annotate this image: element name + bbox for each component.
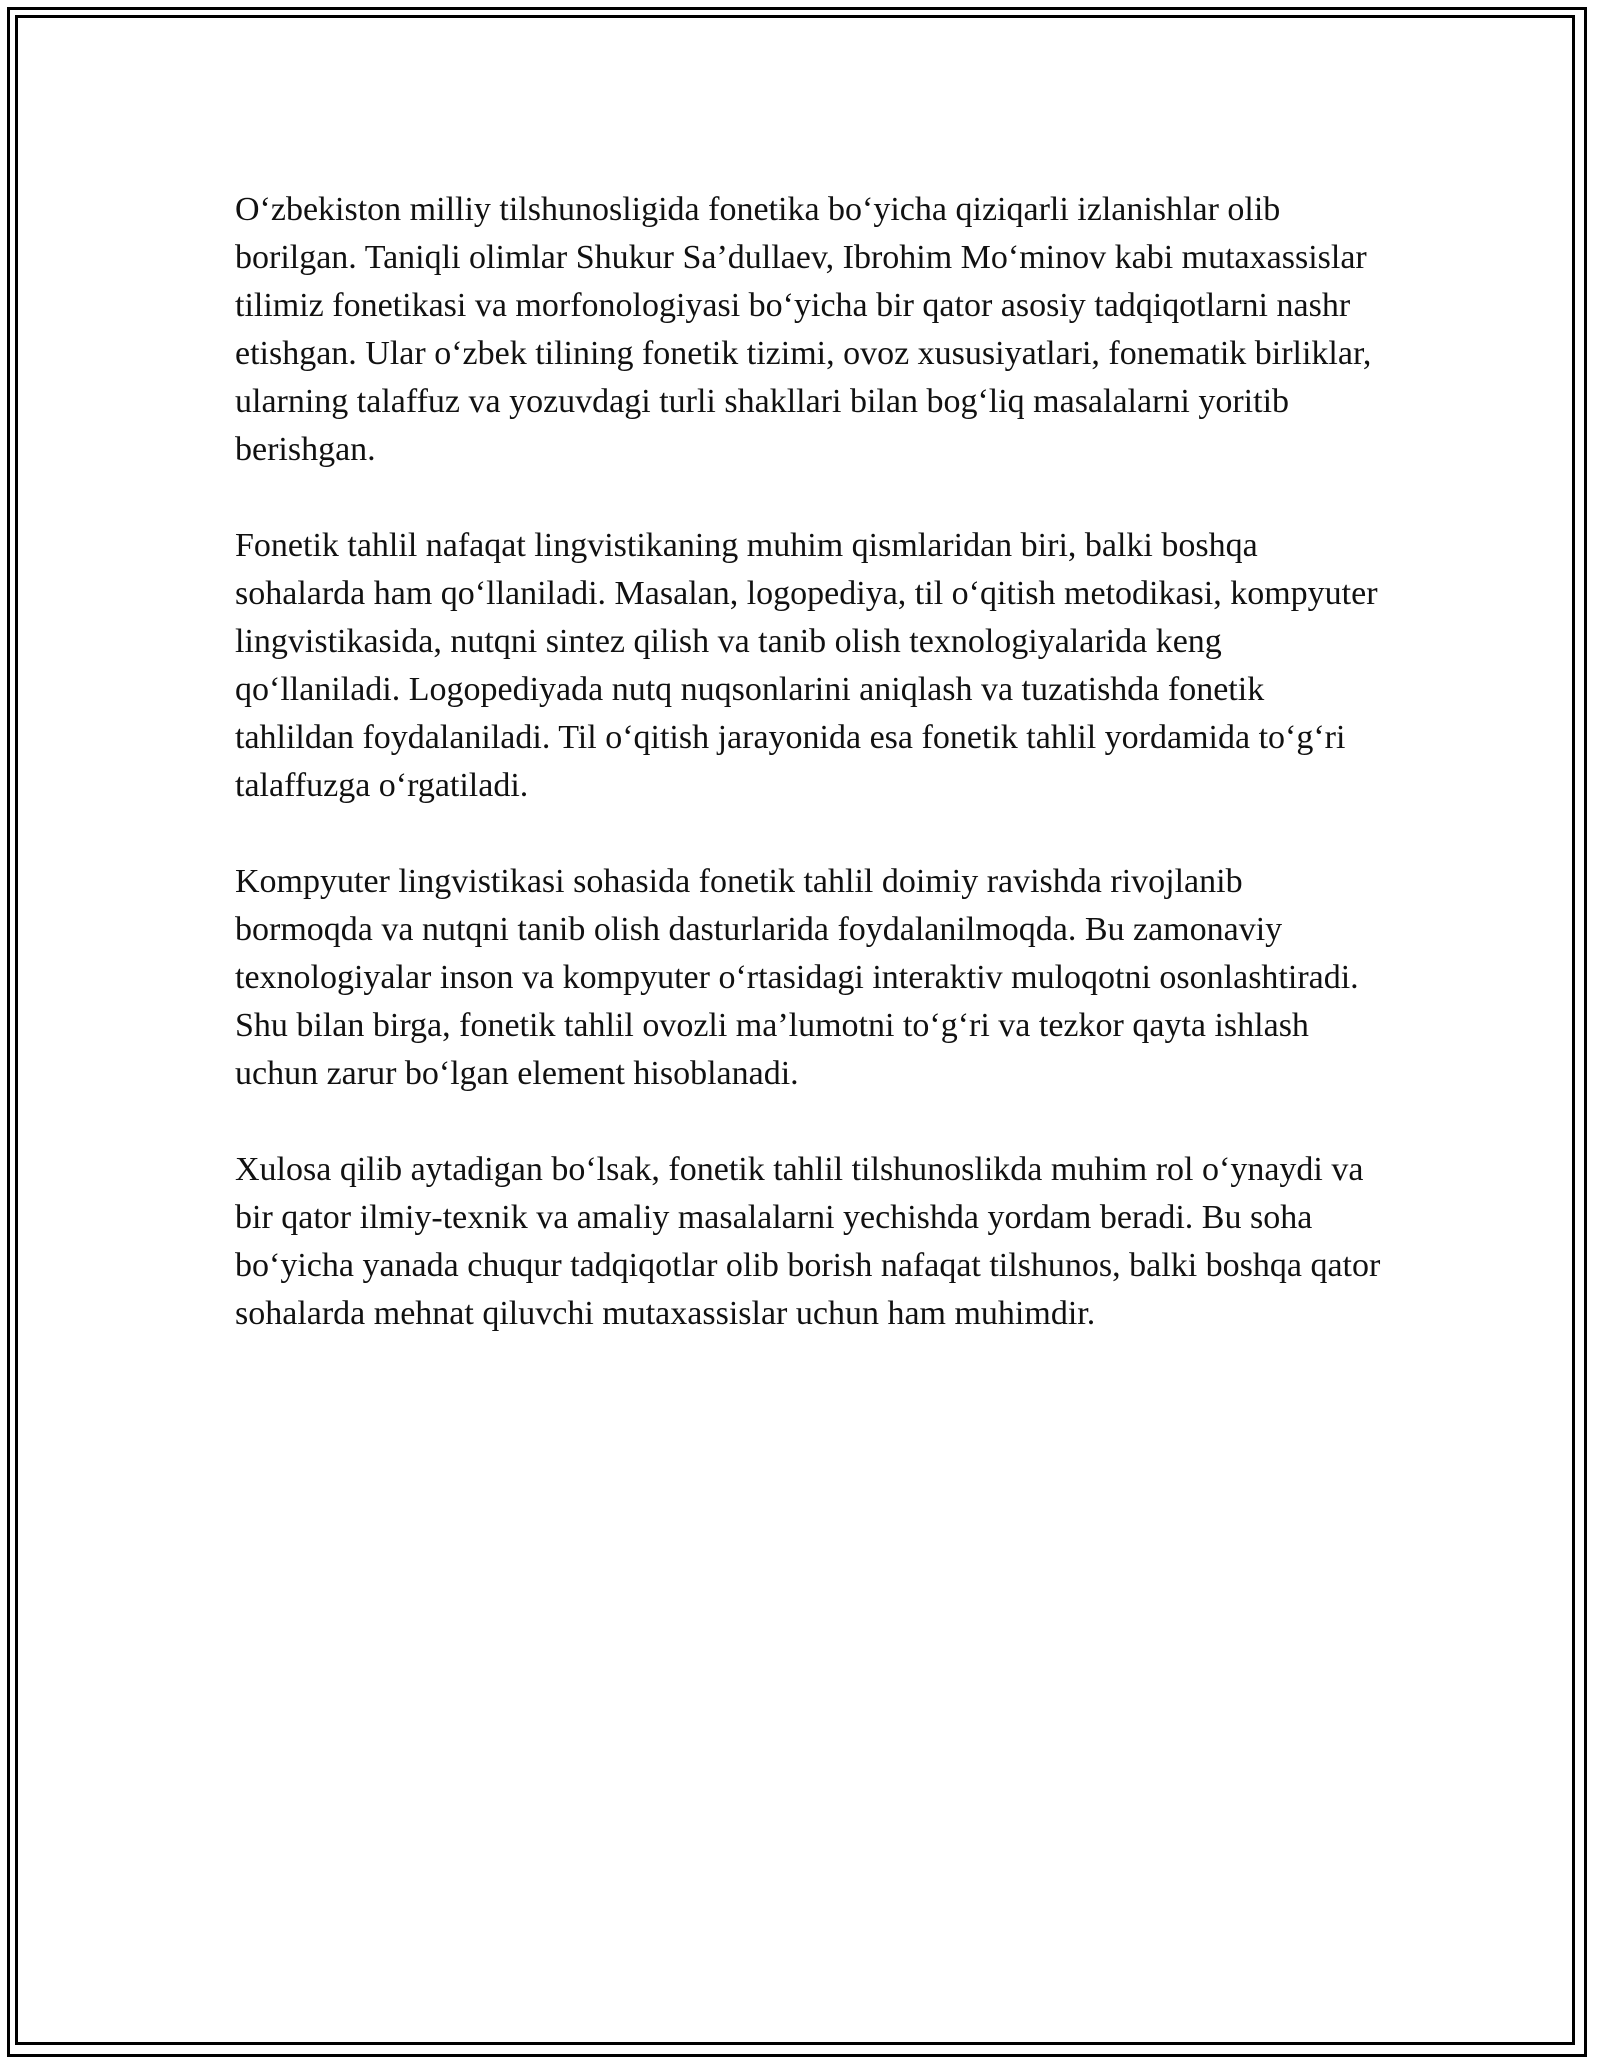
paragraph-3: Kompyuter lingvistikasi sohasida fonetik tahlil doimiy ravishda rivojlanib bormoqda va nutqni tanib olish dasturlarida foydalanilmoqda. Bu zamonaviy texnologiyalar inson va kompyuter o‘rtasidagi interaktiv muloqotni osonlashtiradi. Shu bilan birga, fonetik tahlil ovozli ma’lumotni to‘g‘ri va tezkor qayta ishlash uchun zarur bo‘lgan element hisoblanadi. (235, 863, 1359, 1092)
paragraph-2: Fonetik tahlil nafaqat lingvistikaning muhim qismlaridan biri, balki boshqa sohalarda ham qo‘llaniladi. Masalan, logopediya, til o‘qitish metodikasi, kompyuter lingvistikasida, nutqni sintez qilish va tanib olish texnologiyalarida keng qo‘llaniladi. Logopediyada nutq nuqsonlarini aniqlash va tuzatishda fonetik tahlildan foydalaniladi. Til o‘qitish jarayonida esa fonetik tahlil yordamida to‘g‘ri talaffuzga o‘rgatiladi. (235, 527, 1378, 804)
document-body (235, 186, 1385, 1386)
paragraph-1: O‘zbekiston milliy tilshunosligida fonetika bo‘yicha qiziqarli izlanishlar olib borilgan. Taniqli olimlar Shukur Sa’dullaev, Ibrohim Mo‘minov kabi mutaxassislar tilimiz fonetikasi va morfonologiyasi bo‘yicha bir qator asosiy tadqiqotlarni nashr etishgan. Ular o‘zbek tilining fonetik tizimi, ovoz xususiyatlari, fonematik birliklar, ularning talaffuz va yozuvdagi turli shakllari bilan bog‘liq masalalarni yoritib berishgan. (235, 191, 1372, 468)
paragraph-4: Xulosa qilib aytadigan bo‘lsak, fonetik tahlil tilshunoslikda muhim rol o‘ynaydi va bir qator ilmiy-texnik va amaliy masalalarni yechishda yordam beradi. Bu soha bo‘yicha yanada chuqur tadqiqotlar olib borish nafaqat tilshunos, balki boshqa qator sohalarda mehnat qiluvchi mutaxassislar uchun ham muhimdir. (235, 1151, 1381, 1332)
